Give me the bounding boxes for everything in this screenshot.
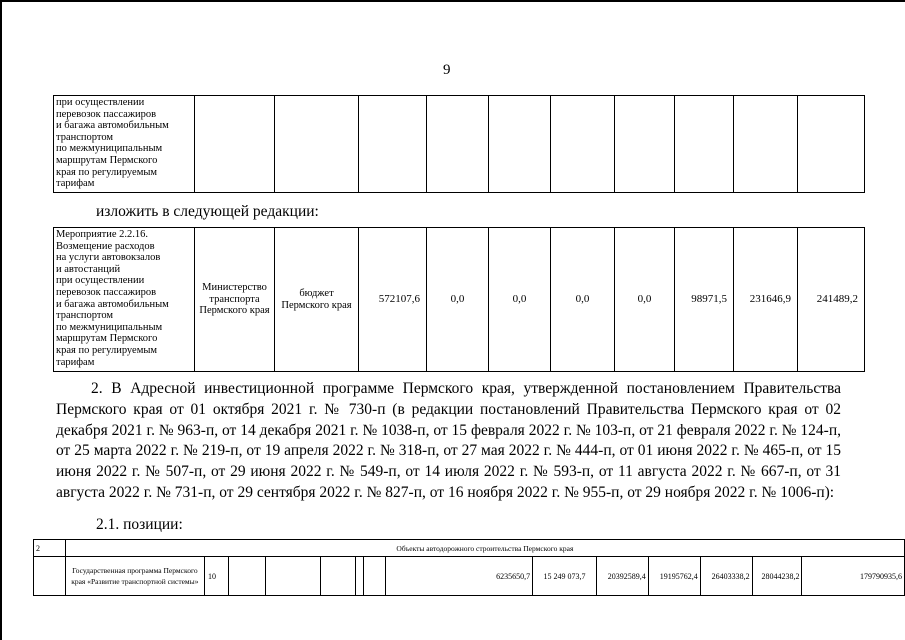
new-row-executor: Министерство транспорта Пермского края: [195, 228, 275, 372]
old-row-cell: [195, 96, 275, 193]
old-row-cell: [489, 96, 551, 193]
new-row-source: бюджет Пермского края: [275, 228, 359, 372]
old-row-cell: [798, 96, 865, 193]
amendment-paragraph: 2. В Адресной инвестиционной программе Пермского края, утвержденной постановлением Правительства Пермского края от 01 октября 2021 г. № 730-п (в редакции постановлений Правительства Пермского края от 02 декабря 2021 г. № 963-п, от 14 декабря 2021 г. № 1038-п, от 15 февраля 2022 г. № 103-п, от 21 февраля 2022 г. № 124-п, от 25 марта 2022 г. № 219-п, от 19 апреля 2022 г. № 318-п, от 27 мая 2022 г. № 444-п, от 01 июня 2022 г. № 465-п, от 15 июня 2022 г. № 507-п, от 29 июня 2022 г. № 549-п, от 14 июля 2022 г. № 593-п, от 11 августа 2022 г. № 667-п, от 31 августа 2022 г. № 731-п, от 29 сентября 2022 г. № 827-п, от 16 ноября 2022 г. № 955-п, от 29 ноября 2022 г. № 1006-п):: [56, 380, 841, 501]
table-old-row: [53, 95, 865, 193]
aip-program-name: Государственная программа Пермского края «Развитие транспортной системы»: [65, 557, 204, 596]
page-border-left: [0, 0, 2, 640]
aip-cell: [364, 557, 386, 596]
new-row-description: Мероприятие 2.2.16. Возмещение расходов на услуги автовокзалов и автостанций при осуществлении перевозок пассажиров и багажа автомобильным транспортом по межмуниципальным маршрутам Пермского края по регулируемым тарифам: [54, 228, 195, 372]
page-border-top: [0, 0, 905, 2]
new-row-value-total: 572107,6: [359, 228, 427, 372]
new-row-value: 0,0: [489, 228, 551, 372]
aip-cell: [320, 557, 355, 596]
aip-value: 26403338,2: [700, 557, 752, 596]
old-row-cell: [615, 96, 675, 193]
new-row-value: 0,0: [615, 228, 675, 372]
aip-value-total: 179790935,6: [802, 557, 905, 596]
old-row-description: при осуществлении перевозок пассажиров и багажа автомобильным транспортом по межмуниципальным маршрутам Пермского края по регулируемым тарифам: [54, 96, 195, 193]
new-row-value: 98971,5: [675, 228, 734, 372]
aip-cell: [34, 557, 66, 596]
aip-program-code: 10: [204, 557, 228, 596]
old-row-cell: [551, 96, 615, 193]
new-row-value: 231646,9: [734, 228, 798, 372]
old-row-cell: [359, 96, 427, 193]
old-row-cell: [734, 96, 798, 193]
subheading: 2.1. позиции:: [96, 516, 183, 533]
aip-row-number: 2: [34, 540, 66, 557]
aip-value: 20392589,4: [596, 557, 648, 596]
aip-value: 6235650,7: [386, 557, 533, 596]
aip-section-title: Объекты автодорожного строительства Пермского края: [65, 540, 904, 557]
page-number: 9: [443, 62, 451, 78]
old-row-cell: [427, 96, 489, 193]
aip-value: 28044238,2: [752, 557, 802, 596]
aip-cell: [266, 557, 320, 596]
aip-cell: [355, 557, 364, 596]
old-row-cell: [275, 96, 359, 193]
aip-value: 15 249 073,7: [533, 557, 597, 596]
new-row-value: 0,0: [427, 228, 489, 372]
table-new-row: [53, 227, 865, 372]
new-row-value: 241489,2: [798, 228, 865, 372]
new-row-value: 0,0: [551, 228, 615, 372]
aip-value: 19195762,4: [648, 557, 700, 596]
table-aip: [33, 539, 905, 596]
aip-cell: [228, 557, 266, 596]
old-row-cell: [675, 96, 734, 193]
lead-text: изложить в следующей редакции:: [96, 203, 319, 220]
